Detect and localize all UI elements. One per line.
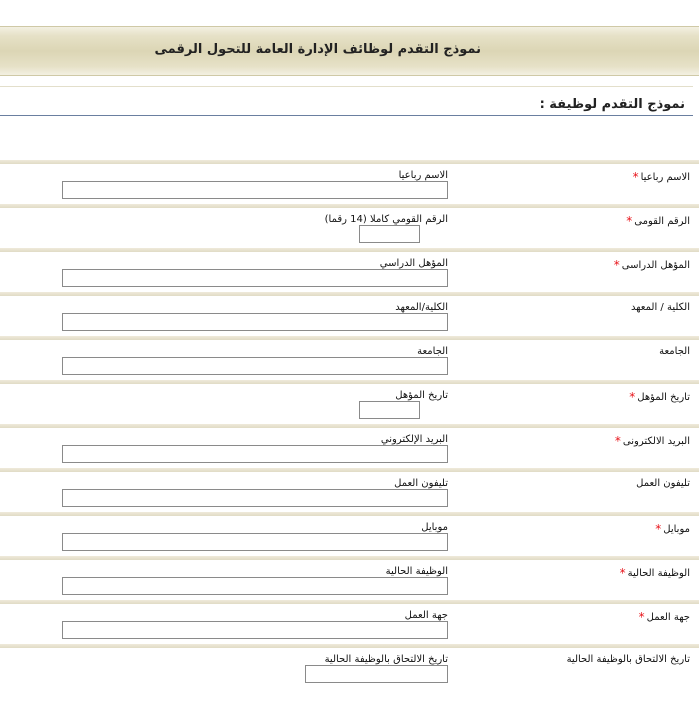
row-separator [0, 424, 699, 428]
faculty-label: الكلية / المعهد [630, 302, 690, 313]
full-name-input[interactable] [62, 181, 448, 199]
qualification-caption: المؤهل الدراسي [379, 258, 448, 269]
row-separator [0, 204, 699, 208]
row-separator [0, 292, 699, 296]
university-input[interactable] [62, 357, 448, 375]
required-marker: * [655, 522, 662, 536]
mobile-input[interactable] [62, 533, 448, 551]
row-separator [0, 468, 699, 472]
row-separator [0, 380, 699, 384]
page-header-bar [0, 26, 699, 76]
employer-input[interactable] [62, 621, 448, 639]
required-marker: * [638, 610, 645, 624]
row-separator [0, 160, 699, 164]
full-name-caption: الاسم رباعيا [398, 170, 448, 181]
work-phone-caption: تليفون العمل [394, 478, 448, 489]
row-separator [0, 644, 699, 648]
work-phone-input[interactable] [62, 489, 448, 507]
employer-caption: جهة العمل [404, 610, 448, 621]
required-marker: * [626, 214, 633, 228]
mobile-label: موبايل* [655, 522, 690, 536]
national-id-caption: الرقم القومي كاملا (14 رقما) [324, 214, 448, 225]
faculty-input[interactable] [62, 313, 448, 331]
required-marker: * [613, 258, 620, 272]
university-label: الجامعة [659, 346, 690, 357]
university-caption: الجامعة [417, 346, 448, 357]
faculty-caption: الكلية/المعهد [395, 302, 448, 313]
email-label: البريد الالكترونى* [614, 434, 690, 448]
row-separator [0, 336, 699, 340]
required-marker: * [629, 390, 636, 404]
qualification-date-caption: تاريخ المؤهل [395, 390, 448, 401]
qualification-date-label: تاريخ المؤهل* [629, 390, 690, 404]
required-marker: * [619, 566, 626, 580]
row-separator [0, 600, 699, 604]
qualification-input[interactable] [62, 269, 448, 287]
row-separator [0, 248, 699, 252]
join-date-caption: تاريخ الالتحاق بالوظيفة الحالية [324, 654, 448, 665]
full-name-label: الاسم رباعيا* [632, 170, 690, 184]
work-phone-label: تليفون العمل [636, 478, 690, 489]
employer-label: جهة العمل* [638, 610, 690, 624]
current-job-label: الوظيفة الحالية* [619, 566, 690, 580]
national-id-label: الرقم القومى* [626, 214, 690, 228]
join-date-input[interactable] [305, 665, 448, 683]
qualification-label: المؤهل الدراسى* [613, 258, 690, 272]
required-marker: * [632, 170, 639, 184]
current-job-caption: الوظيفة الحالية [385, 566, 448, 577]
row-separator [0, 556, 699, 560]
current-job-input[interactable] [62, 577, 448, 595]
page-title: نموذج التقدم لوظائف الإدارة العامة للتحول الرقمى [154, 42, 481, 57]
join-date-label: تاريخ الالتحاق بالوظيفة الحالية [566, 654, 690, 665]
mobile-caption: موبايل [421, 522, 448, 533]
section-title: نموذج التقدم لوظيفة : [539, 97, 685, 112]
qualification-date-input[interactable] [359, 401, 420, 419]
email-caption: البريد الإلكتروني [380, 434, 448, 445]
national-id-input[interactable] [359, 225, 420, 243]
email-input[interactable] [62, 445, 448, 463]
required-marker: * [614, 434, 621, 448]
row-separator [0, 512, 699, 516]
section-divider [0, 115, 693, 116]
